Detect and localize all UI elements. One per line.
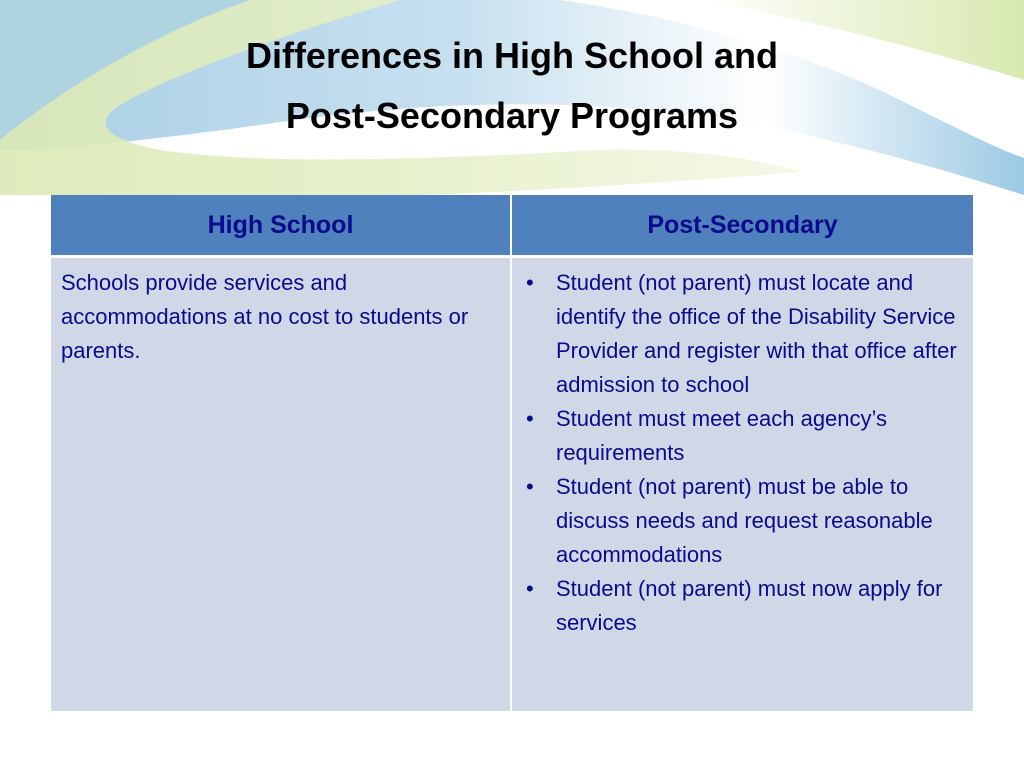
bullet-text: Student (not parent) must now apply for services [556,576,943,635]
high-school-cell [51,257,511,712]
list-item [522,402,963,470]
slide-title-line-2: Post-Secondary Programs [285,95,739,136]
high-school-text: Schools provide services and accommodations at no cost to students or parents. [61,270,469,363]
list-item [522,572,963,640]
bullet-icon: • [526,474,534,499]
slide-title-line-1: Differences in High School and [245,35,779,76]
comparison-table [51,195,973,711]
bullet-text: Student (not parent) must locate and identify the office of the Disability Service Provider and register with that office after admission to school [556,270,957,397]
header-high-school-label: High School [207,210,354,239]
header-post-secondary [511,195,973,257]
post-secondary-cell [511,257,973,712]
slide-title [0,26,1024,146]
list-item [522,266,963,402]
header-post-secondary-label: Post-Secondary [647,210,838,239]
post-secondary-bullet-list [522,266,963,640]
bullet-icon: • [526,576,534,601]
bullet-icon: • [526,406,534,431]
table-row [51,257,973,712]
bullet-icon: • [526,270,534,295]
table-header-row [51,195,973,257]
list-item [522,470,963,572]
bullet-text: Student must meet each agency’s requirements [556,406,888,465]
bullet-text: Student (not parent) must be able to discuss needs and request reasonable accommodations [556,474,933,567]
header-high-school [51,195,511,257]
